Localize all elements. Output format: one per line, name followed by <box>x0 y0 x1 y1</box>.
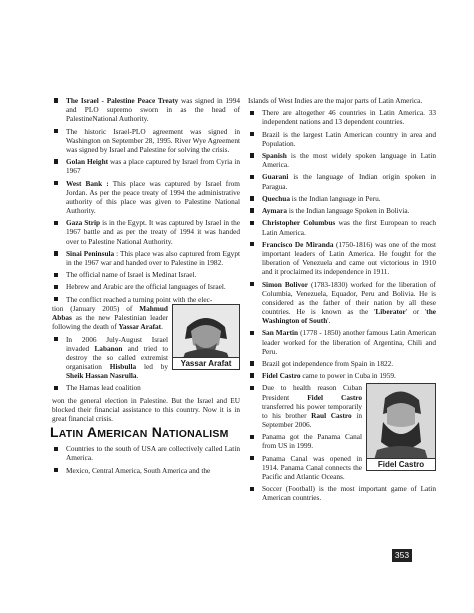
bullet-icon <box>250 435 254 439</box>
left-column <box>52 96 240 478</box>
list-item-castro: Due to health reason Cuban President Fidel Castro transferred his power temporarily to his brother Raul Castro in September 2006. <box>248 383 436 429</box>
bullet-icon <box>54 159 58 163</box>
right-column <box>248 96 436 506</box>
bullet-icon <box>54 98 58 102</box>
bullet-icon <box>250 208 254 212</box>
bullet-icon <box>54 273 58 277</box>
list-item-july: In 2006 July-August Israel invaded Labanon and tried to destroy the so called extremist organisation Hisbulla led by Sheik Hassan Nasrulla. <box>52 335 240 381</box>
list-item: The historic Israel-PLO agreement was signed in Washington on September 28, 1995. River Wye Agreement was signed by Israel and Palestine for solving the crisis. <box>52 127 240 154</box>
bullet-icon <box>54 386 58 390</box>
list-item-bolivar: Simon Bolivor (1783-1830) worked for the liberation of Columbia, Venezuela, Equador, Peru and Bolivia. He is considered as the father of their nation by all these countries. He is known as the 'Liberator' or 'the Washington of South'. <box>248 280 436 326</box>
list-item-panama-2: Panama Canal was opened in 1914. Panama Canal connects the Pacific and Atlantic Oceans. <box>248 454 436 481</box>
bullet-icon <box>250 282 254 286</box>
photo-caption: Fidel Castro <box>367 458 435 470</box>
list-item: Mexico, Central America, South America and the <box>52 466 240 475</box>
column-continuation: Islands of West Indies are the major parts of Latin America. <box>248 96 423 105</box>
list-item: The Israel - Palestine Peace Treaty was signed in 1994 and PLO supremo sworn in as the head of PalestineNational Authority. <box>52 96 240 123</box>
conflict-continuation: tion (January 2005) of Mahmud Abbas as the new Palestinian leader following the death of Yassar Arafat. <box>52 303 168 332</box>
bullet-icon <box>250 111 254 115</box>
bullet-icon <box>250 456 254 460</box>
bullet-icon <box>250 373 254 377</box>
list-item: Christopher Columbus was the first European to reach Latin America. <box>248 218 436 236</box>
photo-caption: Yassar Arafat <box>173 357 239 369</box>
section-title: LATIN AMERICAN NATIONALISM <box>50 424 229 441</box>
list-item: Sinai Peninsula : This place was also captured from Egypt in the 1967 war and handed over to Palestine in 1982. <box>52 249 240 267</box>
list-item: Guarani is the language of Indian origin spoken in Paragua. <box>248 172 436 190</box>
bullet-icon <box>250 331 254 335</box>
bullet-icon <box>54 337 58 341</box>
list-item: West Bank : This place was captured by Israel from Jordan. As per the peace treaty of 1994 the administrative authority of this place was given to Palestine National Authority. <box>52 179 240 216</box>
list-item: San Martin (1778 - 1850) another famous Latin American leader worked for the liberation of Argentina, Chili and Peru. <box>248 328 436 355</box>
bullet-icon <box>250 175 254 179</box>
page-number: 353 <box>392 549 412 562</box>
bullet-icon <box>250 132 254 136</box>
castro-block <box>248 383 436 481</box>
bullet-icon <box>54 251 58 255</box>
bullet-icon <box>250 386 254 390</box>
arafat-block <box>52 304 240 393</box>
list-item: Aymara is the Indian language Spoken in Bolivia. <box>248 206 436 215</box>
bullet-icon <box>54 468 58 472</box>
bullet-icon <box>250 361 254 365</box>
list-item: Countries to the south of USA are collectively called Latin America. <box>52 444 240 462</box>
bullet-icon <box>54 285 58 289</box>
list-item: Gaza Strip is in the Egypt. It was captured by Israel in the 1967 battle and as per the treaty of 1994 it was handed over to Palestine National Authority. <box>52 218 240 245</box>
list-item: The official name of Israel is Medinat Israel. <box>52 270 240 279</box>
list-item-hamas: The Hamas lead coalition <box>52 383 240 392</box>
list-item: Spanish is the most widely spoken language in Latin America. <box>248 151 436 169</box>
bullet-icon <box>54 297 58 301</box>
list-item: Hebrew and Arabic are the official languages of Israel. <box>52 282 240 291</box>
list-item: Fidel Castro came to power in Cuba in 1959. <box>248 371 436 380</box>
list-item-conflict: The conflict reached a turning point with the elec- <box>52 295 240 304</box>
bullet-icon <box>54 221 58 225</box>
list-item: Quechua is the Indian language in Peru. <box>248 194 436 203</box>
list-item: Brazil got independence from Spain in 1822. <box>248 359 436 368</box>
bullet-icon <box>250 221 254 225</box>
list-item: Francisco De Miranda (1750-1816) was one of the most important leaders of Latin America. He fought for the liberation of Venezuela and came out victorious in 1910 and it proclaimed its independence in 1911. <box>248 240 436 277</box>
bullet-icon <box>250 487 254 491</box>
bullet-icon <box>250 242 254 246</box>
bullet-icon <box>250 196 254 200</box>
list-item: Golan Height was a place captured by Israel from Cyria in 1967 <box>52 157 240 175</box>
bullet-icon <box>54 181 58 185</box>
list-item-panama-1: Panama got the Panama Canal from US in 1999. <box>248 432 436 450</box>
list-item: There are altogether 46 countries in Latin America. 33 independent nations and 13 dependent countries. <box>248 108 436 126</box>
bullet-icon <box>54 129 58 133</box>
hamas-continuation: won the general election in Palestine. But the Israel and EU blocked their financial assistance to this country. Now it is in great financial crisis. <box>52 395 240 423</box>
bullet-icon <box>250 153 254 157</box>
list-item-soccer: Soccer (Football) is the most important game of Latin American countries. <box>248 484 436 502</box>
bullet-icon <box>54 447 58 451</box>
list-item: Brazil is the largest Latin American country in area and Population. <box>248 130 436 148</box>
